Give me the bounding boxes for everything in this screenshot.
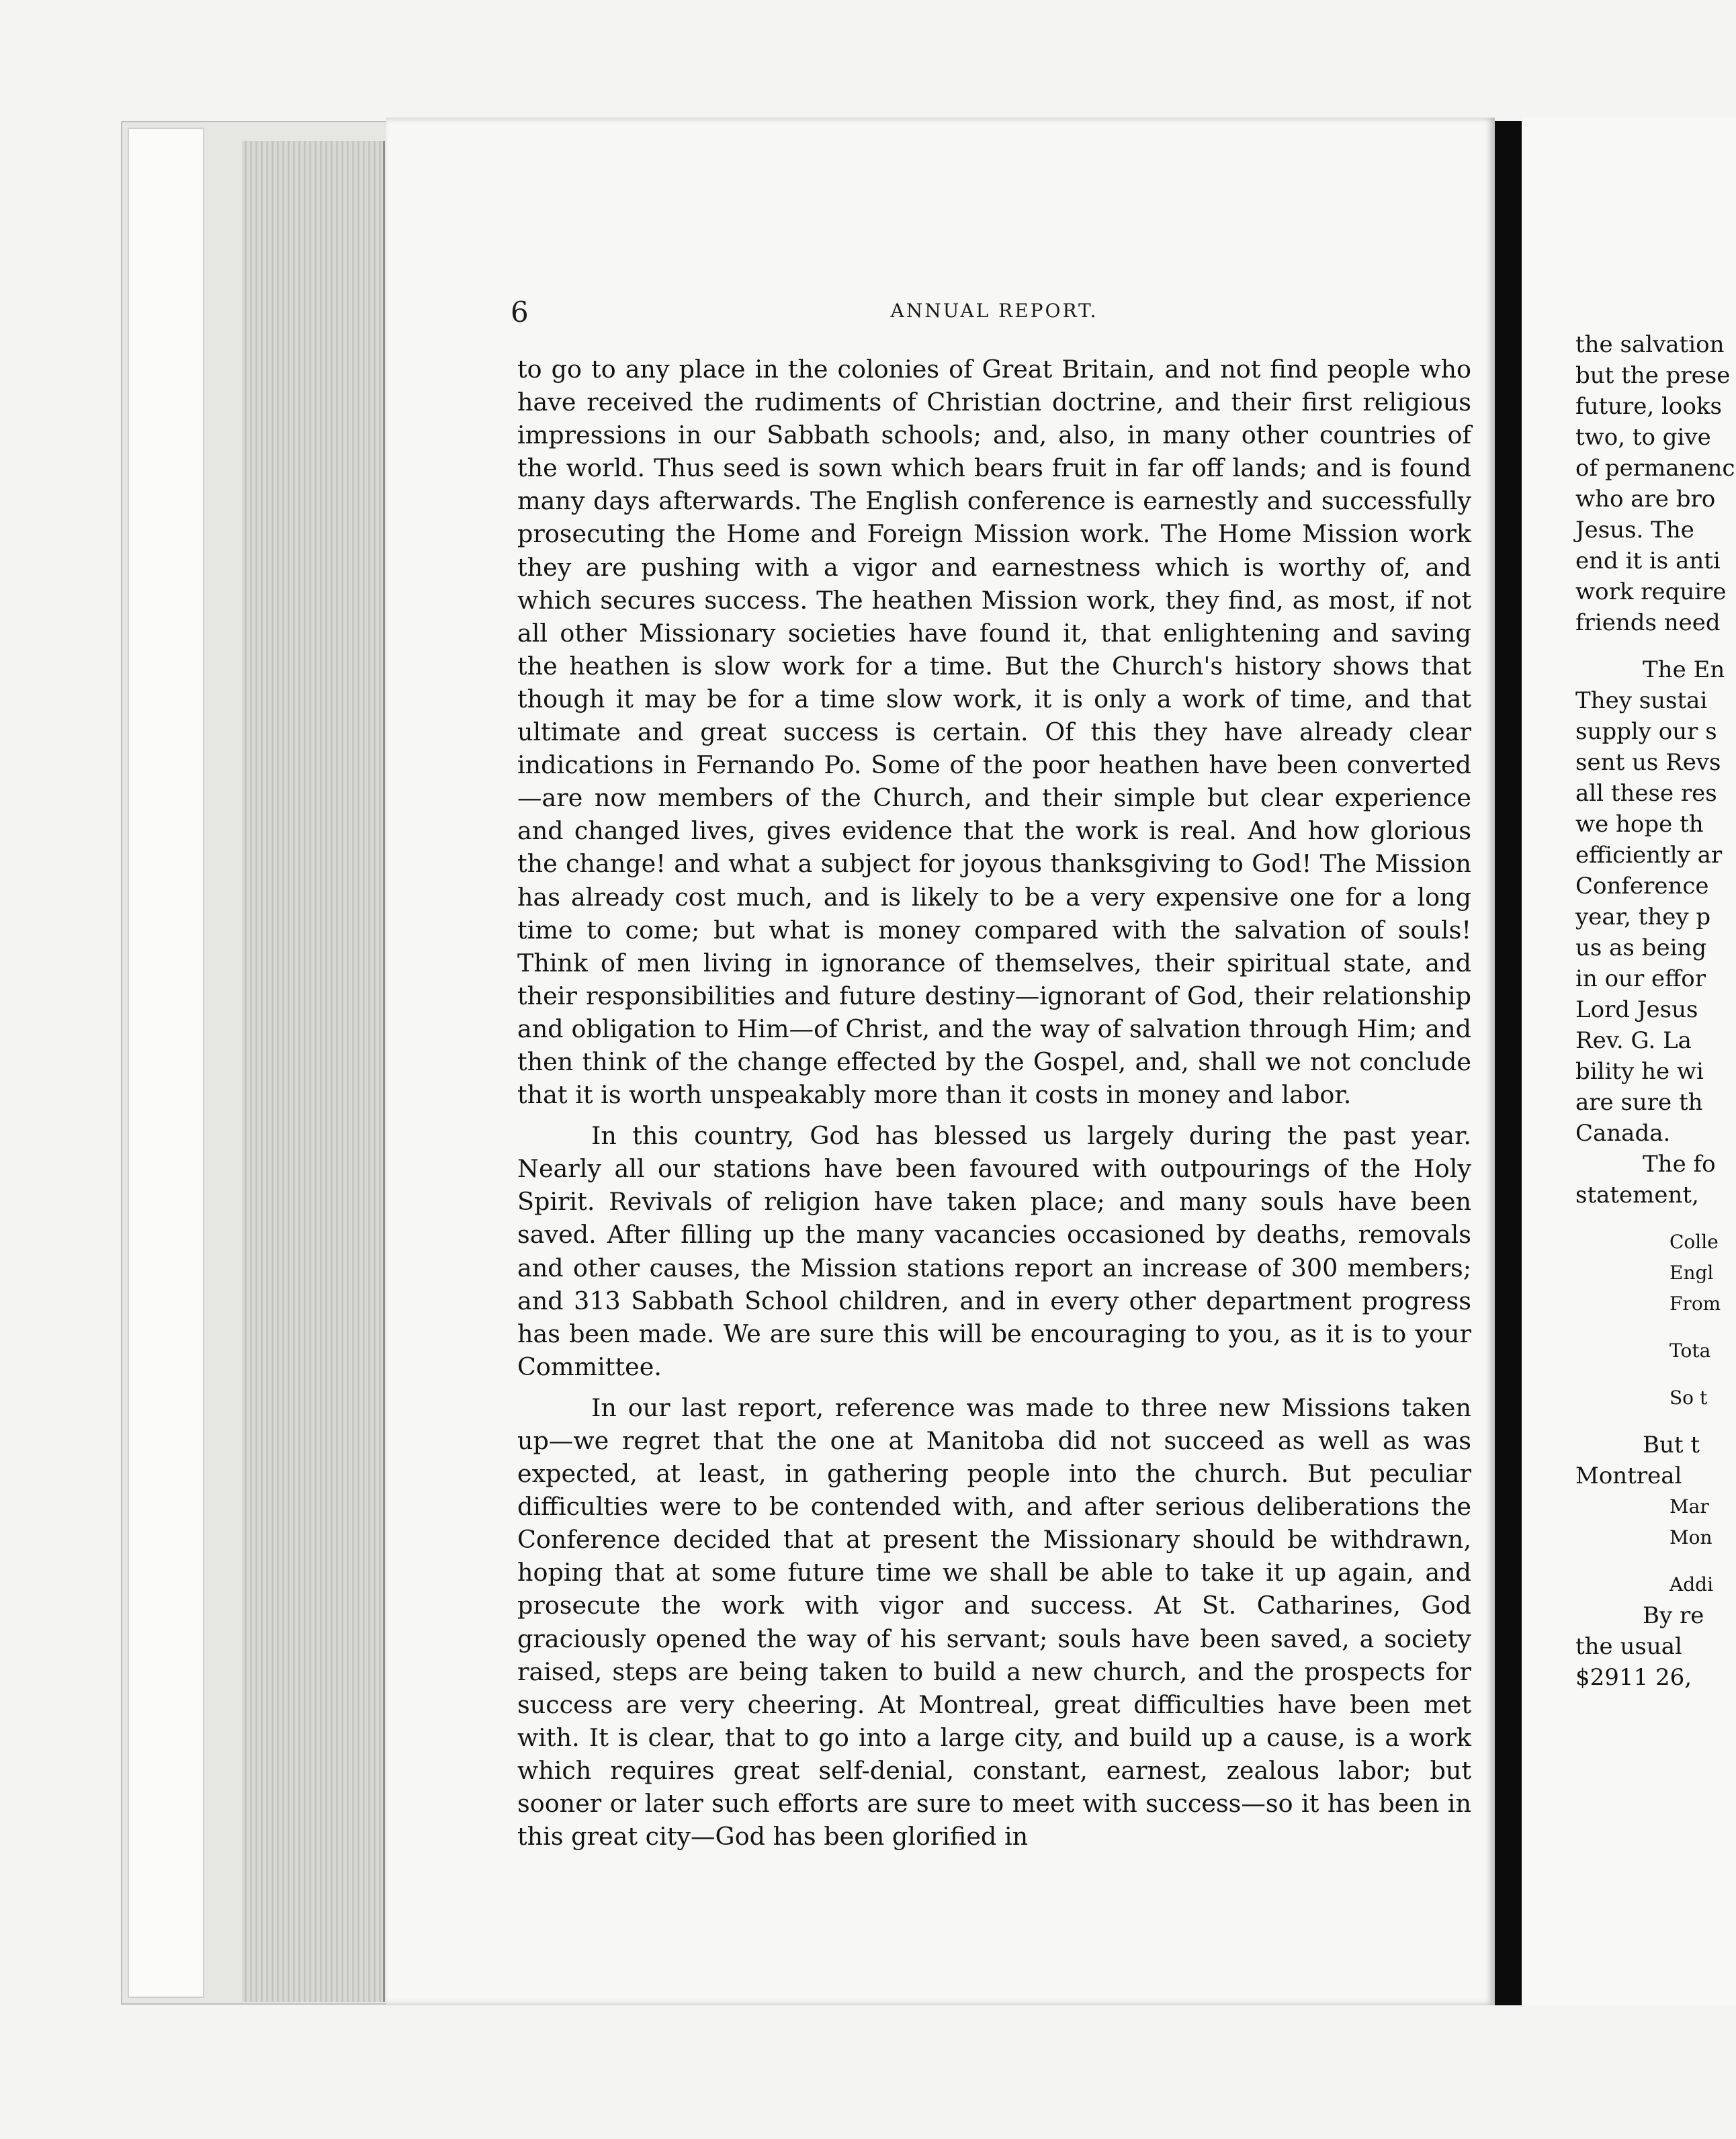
book-gutter [1495, 121, 1522, 2015]
right-line: supply our s [1575, 718, 1717, 745]
right-line: By re [1643, 1602, 1704, 1629]
running-head: ANNUAL REPORT. [890, 300, 1098, 322]
right-line: of permanenc [1575, 455, 1735, 482]
right-page-text [1575, 329, 1736, 1693]
page-number: 6 [511, 296, 529, 329]
right-line: future, looks [1575, 393, 1722, 420]
right-line: end it is anti [1575, 548, 1721, 574]
right-line: friends need [1575, 609, 1721, 636]
right-line: sent us Revs [1575, 749, 1721, 776]
right-line: Mon [1669, 1526, 1712, 1548]
right-line: $2911 26, [1575, 1664, 1692, 1691]
right-line: bility he wi [1575, 1058, 1704, 1085]
right-line: From [1669, 1293, 1721, 1315]
right-line: efficiently ar [1575, 842, 1723, 869]
right-line: Jesus. The [1575, 517, 1694, 543]
right-line: The fo [1643, 1151, 1716, 1178]
right-line: but the prese [1575, 362, 1731, 389]
right-line: Rev. G. La [1575, 1027, 1692, 1054]
right-line: Canada. [1575, 1120, 1671, 1147]
paragraph-2: In this country, God has blessed us largely during the past year. Nearly all our stations have been favoured with outpourings of the Holy Spirit. Revivals of religion have taken place; and many souls have been saved. After filling up the many vacancies occasioned by deaths, removals and other causes, the Mission stations report an increase of 300 members; and 313 Sabbath School children, and in every other department progress has been made. We are sure this will be encouraging to you, as it is to your Committee. [517, 1121, 1471, 1381]
spacer [1575, 1319, 1736, 1336]
spacer [1575, 1413, 1736, 1430]
page-header [511, 296, 1478, 336]
right-line: the usual [1575, 1633, 1682, 1660]
right-line: They sustai [1575, 687, 1708, 714]
right-line: are sure th [1575, 1089, 1703, 1116]
paragraph-1: to go to any place in the colonies of Great Britain, and not find people who have received the rudiments of Christian doctrine, and their first religious impressions in our Sabbath schools; and, also, in many other countries of the world. Thus seed is sown which bears fruit in far off lands; and is found many days afterwards. The English conference is earnestly and successfully prosecuting the Home and Foreign Mission work. The Home Mission work they are pushing with a vigor and earnestness which is worthy of, and which secures success. The heathen Mission work, they find, as most, if not all other Missionary societies have found it, that enlightening and saving the heathen is slow work for a time. But the Church's history shows that though it may be for a time slow work, it is only a work of time, and that ultimate and great success is certain. Of this they have already clear indications in Fernando Po. Some of the poor heathen have been converted—are now members of the Church, and their simple but clear experience and changed lives, gives evidence that the work is real. And how glorious the change! and what a subject for joyous thanksgiving to God! The Mission has already cost much, and is likely to be a very expensive one for a long time to come; but what is money compared with the salvation of souls! Think of men living in ignorance of themselves, their spiritual state, and their responsibilities and future destiny—ignorant of God, their relationship and obligation to Him—of Christ, and the way of salvation through Him; and then think of the change effected by the Gospel, and, shall we not conclude that it is worth unspeakably more than it costs in money and labor. [517, 355, 1471, 1110]
right-line: us as being [1575, 934, 1707, 961]
right-line: Montreal [1575, 1463, 1682, 1489]
right-line: who are bro [1575, 486, 1716, 513]
spacer [1575, 638, 1736, 654]
right-line: all these res [1575, 780, 1717, 807]
right-line: statement, [1575, 1182, 1699, 1209]
right-line: we hope th [1575, 811, 1704, 838]
right-line: Addi [1669, 1573, 1714, 1596]
spacer [1575, 1553, 1736, 1569]
right-line: Lord Jesus [1575, 996, 1698, 1023]
body-text [517, 353, 1471, 1853]
spacer [1575, 1366, 1736, 1383]
right-line: Engl [1669, 1262, 1714, 1284]
right-line: year, they p [1575, 904, 1711, 930]
right-line: work require [1575, 578, 1727, 605]
right-line: in our effor [1575, 965, 1706, 992]
book-spine-strip [128, 128, 204, 1998]
right-line: Colle [1669, 1231, 1719, 1253]
page-edges [242, 141, 385, 2002]
spacer [1575, 1211, 1736, 1227]
right-line: Tota [1669, 1340, 1711, 1362]
right-line: But t [1643, 1432, 1700, 1458]
right-line: The En [1643, 656, 1725, 683]
right-line: So t [1669, 1387, 1708, 1409]
right-line: Conference [1575, 873, 1709, 900]
right-line: Mar [1669, 1495, 1709, 1518]
right-line: the salvation [1575, 331, 1725, 358]
film-bottom-margin [0, 2005, 1736, 2139]
paragraph-3: In our last report, reference was made to three new Missions taken up—we regret that the one at Manitoba did not succeed as well as was expected, at least, in gathering people into the church. But peculiar difficulties were to be contended with, and after serious deliberations the Conference decided that at present the Missionary should be withdrawn, hoping that at some future time we shall be able to take it up again, and prosecute the work with vigor and success. At St. Catharines, God graciously opened the way of his servant; souls have been saved, a society raised, steps are being taken to build a new church, and the prospects for success are very cheering. At Montreal, great difficulties have been met with. It is clear, that to go into a large city, and build up a cause, is a work which requires great self-denial, constant, earnest, zealous labor; but sooner or later such efforts are sure to meet with success—so it has been in this great city—God has been glorified in [517, 1393, 1471, 1851]
right-line: two, to give [1575, 424, 1711, 451]
